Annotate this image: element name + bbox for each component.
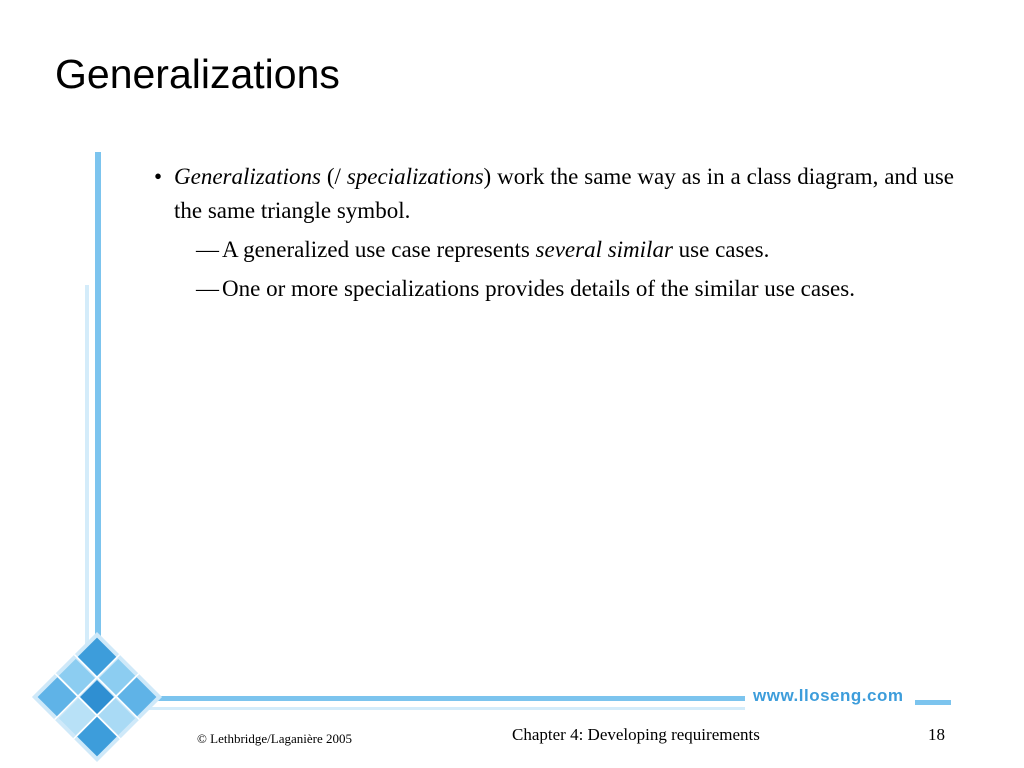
horizontal-line-main <box>100 696 745 701</box>
sub-item-text-after: use cases. <box>672 237 770 262</box>
sub-item-dash: — <box>196 237 219 262</box>
copyright-text: © Lethbridge/Laganière 2005 <box>197 731 352 746</box>
bullet-dot: • <box>154 164 163 189</box>
bullet-item <box>150 160 954 228</box>
bullet-term-specializations: specializations <box>346 164 484 189</box>
sub-item-text: One or more specializations provides details of the similar use cases. <box>222 276 855 301</box>
slide-title: Generalizations <box>55 51 340 97</box>
bullet-text: ) work the same way as in a class diagram, and use the same triangle symbol. <box>174 164 954 223</box>
website-link[interactable]: www.lloseng.com <box>753 686 904 705</box>
sub-item-dash: — <box>196 276 219 301</box>
horizontal-line-light <box>100 707 745 710</box>
sub-item-1 <box>150 233 954 267</box>
sub-item-2 <box>150 272 954 306</box>
bullet-paren: (/ <box>320 164 347 189</box>
horizontal-line-end <box>915 700 951 705</box>
diamond-logo <box>32 632 162 762</box>
vertical-line-main <box>95 152 101 697</box>
slide-content <box>150 160 954 306</box>
sub-item-emphasis: several similar <box>535 237 673 262</box>
page-number: 18 <box>928 725 945 744</box>
bullet-term-generalizations: Generalizations <box>174 164 321 189</box>
chapter-title: Chapter 4: Developing requirements <box>512 725 760 744</box>
sub-item-text: A generalized use case represents <box>222 237 536 262</box>
